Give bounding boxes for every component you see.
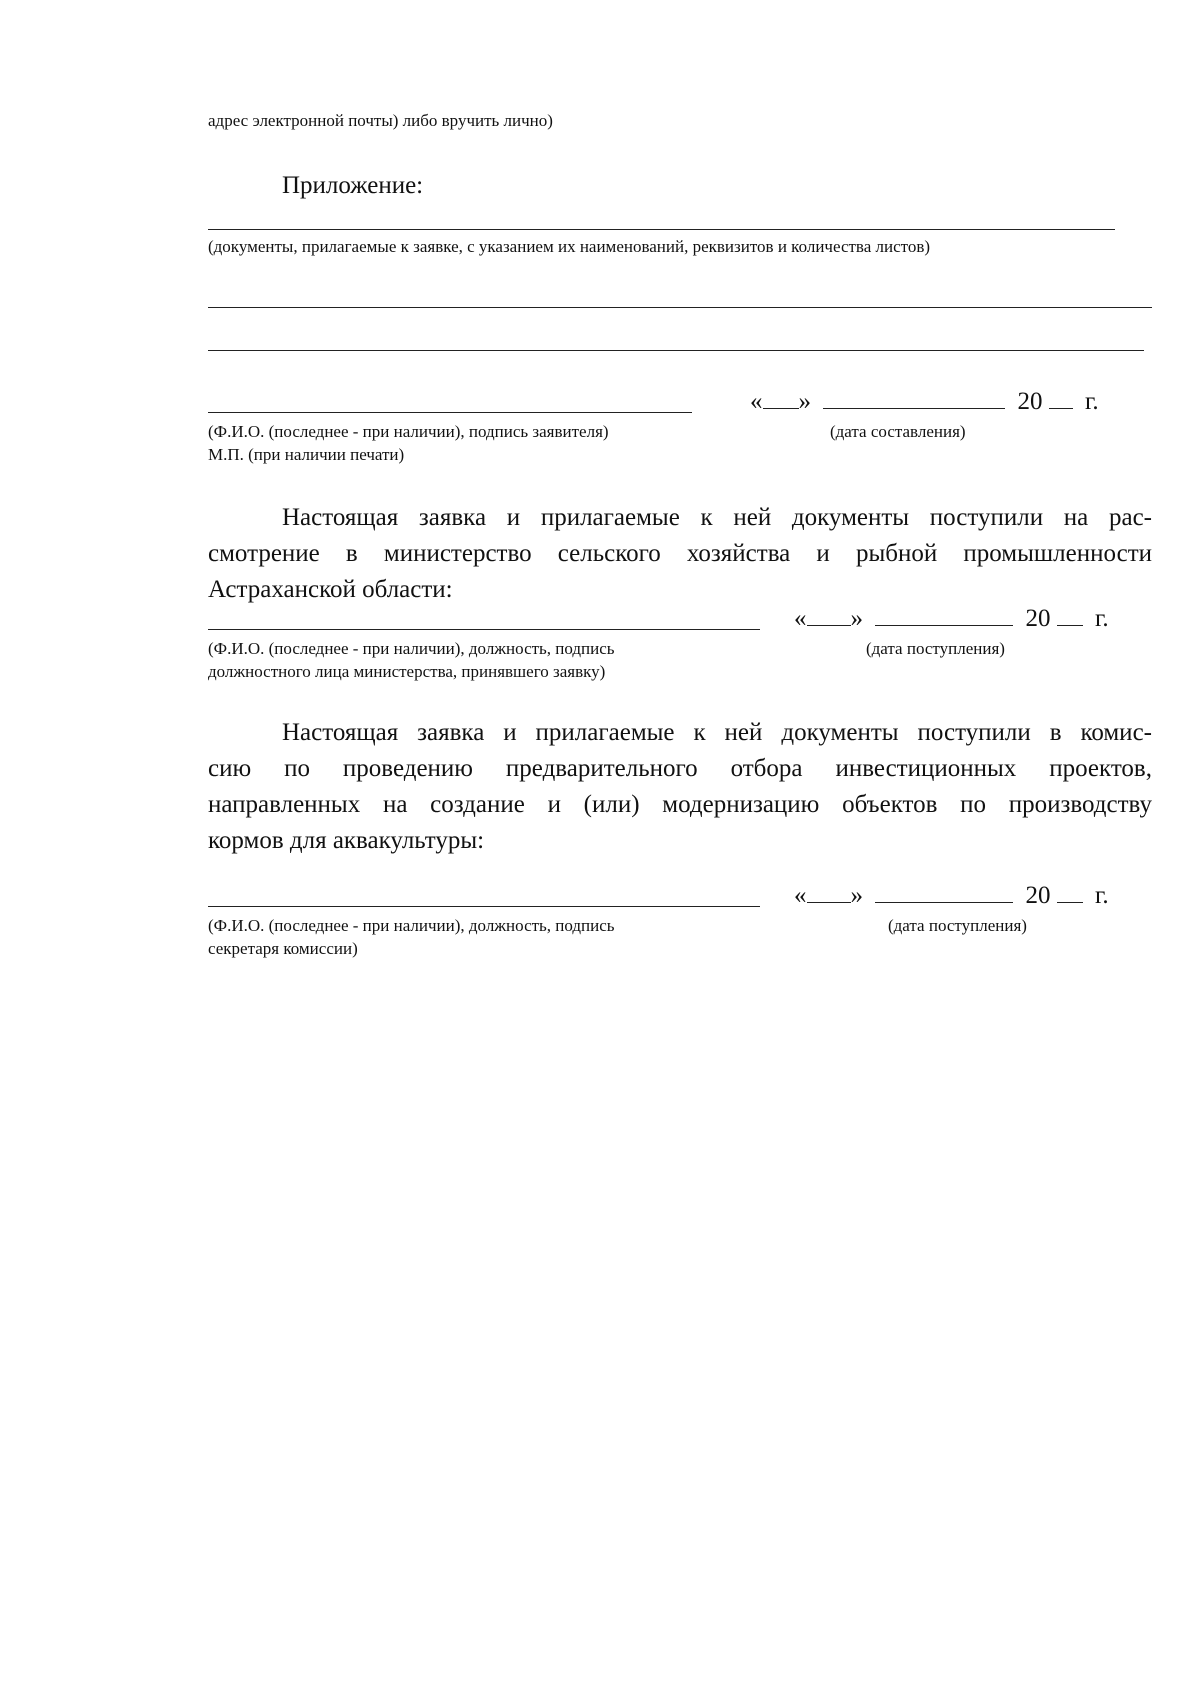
ministry-date-field [794,603,1109,635]
quote-close: » [850,605,863,632]
month-blank [875,605,1013,626]
year-blank [1049,388,1073,409]
day-blank [807,882,851,903]
ministry-signature-caption-1: (Ф.И.О. (последнее - при наличии), должность, подпись [208,639,615,658]
quote-open: « [794,882,807,909]
commission-date-field [794,880,1109,912]
year-suffix: г. [1095,882,1109,909]
year-blank [1057,882,1083,903]
paragraph-line: сию по проведению предварительного отбора инвестиционных проектов, [208,755,1152,782]
month-blank [875,882,1013,903]
address-note: адрес электронной почты) либо вручить лично) [208,111,553,130]
day-blank [807,605,851,626]
attachment-caption: (документы, прилагаемые к заявке, с указанием их наименований, реквизитов и количества листов) [208,237,931,256]
ministry-signature-caption-2: должностного лица министерства, принявшего заявку) [208,662,606,681]
attachment-label: Приложение: [282,172,424,199]
ministry-receipt-paragraph [208,500,1152,608]
year-prefix: 20 [1017,388,1043,415]
attachment-line-2 [208,307,1152,308]
paragraph-line: направленных на создание и (или) модернизацию объектов по производству [208,791,1152,818]
paragraph-line: Настоящая заявка и прилагаемые к ней документы поступили на рас- [282,504,1152,531]
commission-date-caption: (дата поступления) [888,916,1027,935]
stamp-note: М.П. (при наличии печати) [208,445,405,464]
ministry-date-caption: (дата поступления) [866,639,1005,658]
quote-open: « [750,388,763,415]
commission-receipt-paragraph [208,715,1152,859]
ministry-signature-line [208,629,760,630]
quote-close: » [850,882,863,909]
commission-signature-line [208,906,760,907]
commission-signature-caption-2: секретаря комиссии) [208,939,358,958]
paragraph-line: Астраханской области: [208,576,453,603]
year-suffix: г. [1085,388,1099,415]
quote-open: « [794,605,807,632]
paragraph-line: смотрение в министерство сельского хозяйства и рыбной промышленности [208,540,1152,567]
paragraph-line: Настоящая заявка и прилагаемые к ней документы поступили в комис- [282,719,1152,746]
applicant-signature-caption: (Ф.И.О. (последнее - при наличии), подпись заявителя) [208,422,609,441]
attachment-line-1 [208,229,1115,230]
commission-signature-caption-1: (Ф.И.О. (последнее - при наличии), должность, подпись [208,916,615,935]
paragraph-line: кормов для аквакультуры: [208,827,485,854]
year-blank [1057,605,1083,626]
quote-close: » [798,388,811,415]
attachment-line-3 [208,350,1144,351]
year-prefix: 20 [1025,882,1051,909]
applicant-date-field [750,386,1099,418]
year-suffix: г. [1095,605,1109,632]
applicant-date-caption: (дата составления) [830,422,966,441]
year-prefix: 20 [1025,605,1051,632]
day-blank [763,388,799,409]
applicant-signature-line [208,412,692,413]
month-blank [823,388,1005,409]
